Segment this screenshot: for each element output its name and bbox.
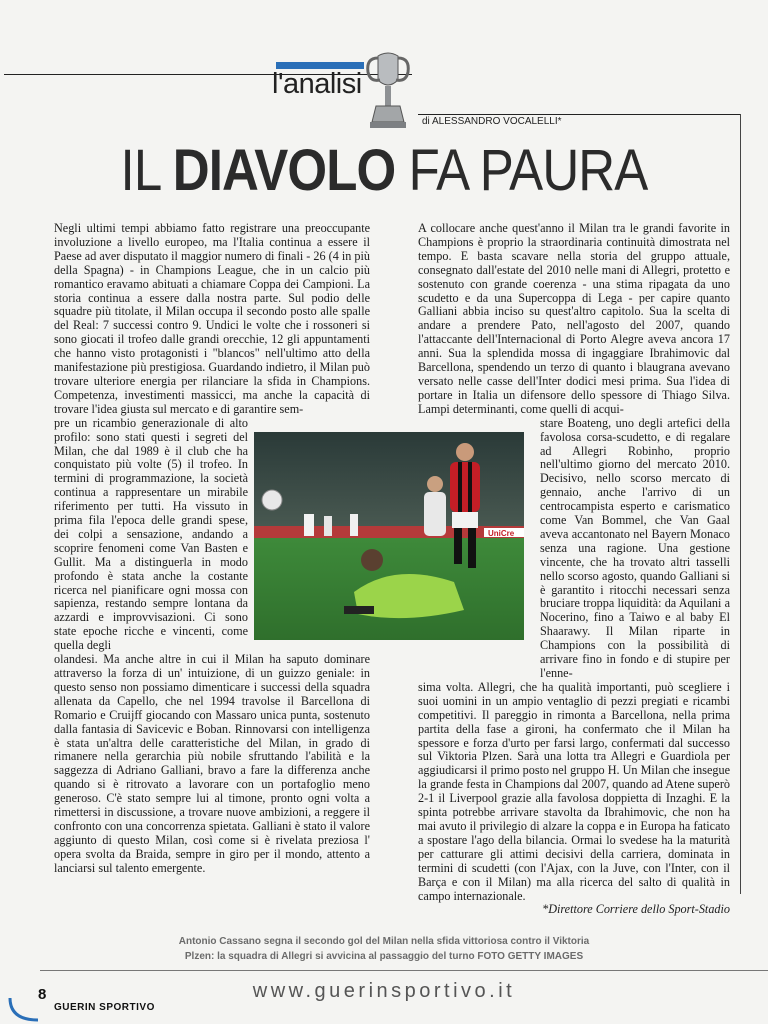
article-text: sima volta. Allegri, che ha qualità importanti, può scegliere i suoi uomini in un ampio ventaglio di pezzi pregiati e ricambi competitivi. Il pareggio in rimonta a Barcellona, nella prima partita della fase a gironi, ha confermato che il Milan ha spessore e forza d'urto per farsi largo, confermati dal successo sul Viktoria Plzen. Sarà una lotta tra Allegri e Guardiola per aggiudicarsi il primo posto nel gruppo H. Un Milan che insegue la grande festa in Champions dal 2007, quando ad Atene superò 2-1 il Liverpool grazie alla favolosa doppietta di Inzaghi. E la spinta potrebbe arrivare stavolta da Ibrahimovic, che non ha mai avuto il privilegio di alzare la coppa e in Europa ha faticato a spostare l'ago della bilancia. Ormai lo svedese ha la maturità per catturare gli attimi decisivi della carriera, dominata in termini di scudetti (con l'Ajax, con la Juve, con l'Inter, con il Barça e con il Milan) ma alla ricerca del salto di qualità in campo internazionale. — [418, 679, 730, 903]
headline-part-1: IL — [120, 138, 173, 203]
page-number: 8 — [38, 986, 47, 1003]
article-text: stare Boateng, uno degli artefici della favolosa corsa-scudetto, e di regalare ad Allegri Robinho, proprio nell'ultimo giorno del mercato 2010. Decisivo, nello scorso mercato di gennaio, anche l'arrivo di un centrocampista esperto e carismatico come Van Bommel, che Van Gaal aveva accantonato nel Bayern Monaco senza una ragione. Una gestione vincente, che ha trovato altri tasselli nello scorso agosto, quando Galliani si è garantito i ritocchi necessari senza bruciare troppa liquidità: da Aquilani a Nocerino, fino a Taiwo e al baby El Shaarawy. Il Milan riparte in Champions con la possibilità di arrivare fino in fondo e di stupire per l'enne- — [540, 415, 730, 680]
byline-rule — [418, 114, 740, 115]
section-label: l'analisi — [272, 68, 362, 100]
caption-line-2: Plzen: la squadra di Allegri si avvicina al passaggio del turno FOTO GETTY IMAGES — [184, 951, 584, 962]
article-text: olandesi. Ma anche altre in cui il Milan ha saputo dominare attraverso la forza di un' intuizione, di un guizzo geniale: in questo senso non possiamo dimenticare i successi della squadra allenata da Capello, che nel 1994 travolse il Barcellona di Romario e Cruijff giocando con Massaro unica punta, sostenuto dalla fantasia di Savicevic e Boban. Rinnovarsi con intelligenza è stata un'altra delle caratteristiche del Milan, in grado di rimanere nella gerarchia più nobile sfruttando l'abilità e la saggezza di Adriano Galliani, bravo a fare la differenza anche quando si è ritrovato a lavorare con un portafoglio meno generoso. C'è stato sempre lui al timone, pronto ogni volta a rimettersi in discussione, a trovare nuove ambizioni, a reggere il confronto con una concorrenza spietata. Galliani è stato il valore aggiunto di questo Milan, così come si è rivelata preziosa l' opera svolta da Braida, sempre in giro per il mondo, attento a lanciarsi sul talento emergente. — [54, 652, 370, 875]
photo-caption — [0, 934, 768, 964]
ad-board-text: UniCre — [488, 529, 515, 538]
ball-icon — [262, 490, 282, 510]
footer-rule — [40, 970, 768, 971]
headline — [46, 140, 722, 202]
magazine-name: GUERIN SPORTIVO — [54, 1002, 155, 1013]
match-photo — [254, 432, 524, 640]
headline-part-3: FA PAURA — [395, 138, 648, 203]
champions-league-trophy-icon — [364, 50, 412, 130]
article-text: A collocare anche quest'anno il Milan tra le grandi favorite in Champions è proprio la straordinaria continuità dimostrata nel tempo. E basta scavare nella storia del gruppo attuale, consegnato dall'estate del 2010 nelle mani di Allegri, protetto e sostenuto con grande coerenza - una stima ripagata da uno scudetto e da una Supercoppa di Lega - per capire quanto Galliani abbia inciso su quest'altro capitolo. Sua la scelta di andare a prendere Pato, nell'agosto del 2007, quando l'attaccante dell'Internacional di Porto Alegre aveva ancora 17 anni. Sua la splendida mossa di ingaggiare Ibrahimovic dal Barcellona, spendendo un terzo di quanto i blaugrana avevano versato nelle casse dell'Inter dodici mesi prima. Sua l'idea di portare in Italia un difensore dello spessore di Thiago Silva. Lampi determinanti, come quelli di acqui- — [418, 221, 730, 416]
article-text: Negli ultimi tempi abbiamo fatto registrare una preoccupante involuzione a livello europeo, ma l'Italia continua a essere il Paese ad aver disputato il maggior numero di finali - 26 (4 in più della Spagna) - in Champions League, che in un calcio più romantico eravamo abituati a chiamare Coppa dei Campioni. La storia continua a essere dalla nostra parte. Sul podio delle squadre più titolate, il Milan occupa il secondo posto alle spalle del Real: 7 successi contro 9. Undici le volte che i rossoneri si sono giocati il trofeo dalle grandi orecchie, 12 gli appuntamenti che hanno visto protagonisti i "blancos" nell'ultimo atto della manifestazione più prestigiosa. Guardando indietro, il Milan può trovare ulteriore energia per rilanciare la sfida in Champions. Competenza, investimenti massicci, ma anche la capacità di trovare l'idea giusta sul mercato e di garantire sem- — [54, 221, 370, 416]
photo-illustration — [254, 432, 524, 640]
headline-bold: DIAVOLO — [172, 138, 396, 203]
article-text: pre un ricambio generazionale di alto profilo: sono stati questi i segreti del Milan, che dal 1989 è il club che ha conquistato più volte (5) il trofeo. In termini di programmazione, la società continua a rappresentare un mirabile riferimento per tutti. Ha vissuto in prima fila l'epoca delle grandi spese, dei colpi a sensazione, andando a scoprire fenomeni come Van Basten e Gullit. Ma a distinguerla in modo profondo è stata anche la costante ricerca nel pianificare ogni mossa con sapienza, restando sempre lontana da azzardi e improvvisazioni. Ci sono state epoche ricche e vincenti, come quella degli — [54, 415, 248, 653]
caption-line-1: Antonio Cassano segna il secondo gol del Milan nella sfida vittoriosa contro il Viktoria — [178, 936, 590, 947]
author-signature: *Direttore Corriere dello Sport-Stadio — [542, 902, 730, 917]
website-url[interactable]: www.guerinsportivo.it — [252, 980, 516, 1002]
author-byline: di ALESSANDRO VOCALELLI* — [422, 116, 562, 127]
article-frame-line — [740, 114, 741, 894]
